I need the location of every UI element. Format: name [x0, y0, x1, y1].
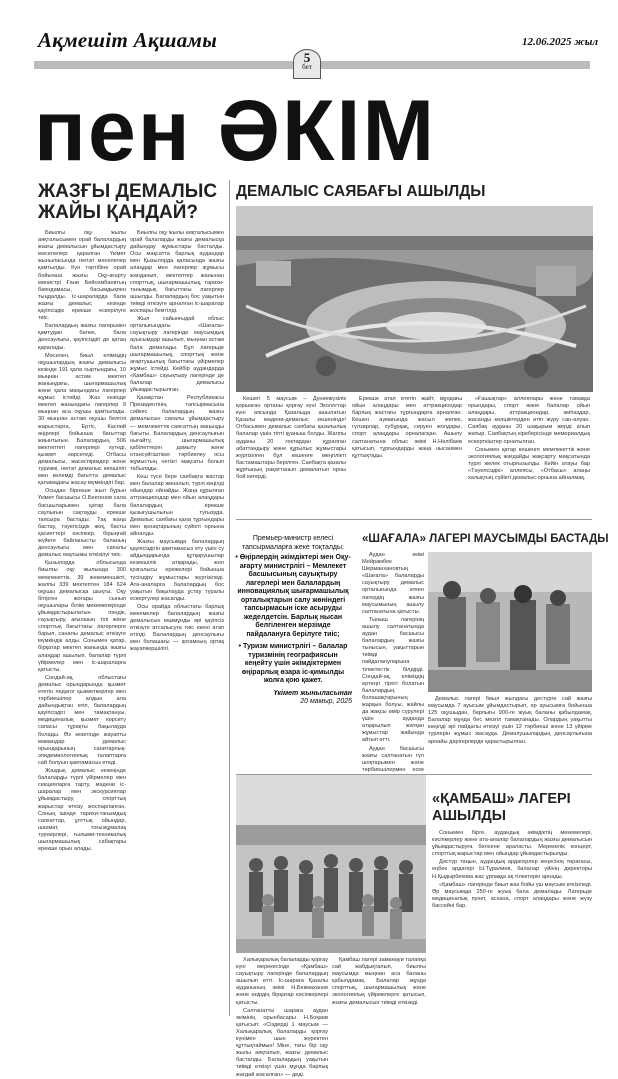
shagala-paragraph: Аудан басшысы жазғы салтанатын гүл шоқтарымен және тәрбиешілермен еске: [362, 745, 424, 773]
left-article-title: [38, 181, 217, 223]
quote-intro: Премьер-министр келесі тапсырмаларға жеке тоқталды:: [241, 535, 344, 551]
quote-source-date: 20 мамыр, 2025: [300, 698, 352, 705]
section-headline: пен ӘКІМ: [34, 83, 437, 179]
qambash-article-column-3: [432, 830, 592, 1016]
page-number-badge: [293, 49, 321, 79]
qambash-paragraph: Сонымен бірге, аудандық әкімдіктің мекемелері, кәсіпкерлер және ата-аналар балалардың жазғы демалысын ұйымдастыруға белсене араласты. Мерекелік концерт, спорттық жарыстар мен ойындар ұйымдастырылды.: [432, 830, 592, 858]
park-article-title: ДЕМАЛЫС САЯБАҒЫ АШЫЛДЫ: [236, 183, 486, 200]
left-paragraph: Қазақстан Республикасы Президентінің тапсырмасына сәйкес балалардың жазғы демалысын сапалы ұйымдастыру — мемлекеттік саясаттың маңызды бағыты. Балалардың денсаулығын нығайту, шығармашылық қабілеттерін дамыту және отансүйгіштікке тәрбиелеу осы жұмыстың негізгі мақсаты болып табылады.: [130, 395, 224, 473]
shagala-article-column: [362, 552, 424, 773]
quote-bullet: • Туризм министрлігі – балалар туризмінің географиясын кеңейту үшін әкімдіктермен өңірарлық өзара іс-қимылды жолға қою қажет.: [238, 643, 348, 684]
shagala-article-title: «ШАҒАЛА» ЛАГЕРІ МАУСЫМДЫ БАСТАДЫ: [362, 533, 609, 545]
left-article-column-1: [38, 230, 126, 1014]
qambash-article-title-line1: «ҚАМБАШ» ЛАГЕРІ: [432, 791, 571, 807]
left-paragraph: Осы орайда облыстағы барлық мекемелер балалардың жазғы демалысын мазмұнды әрі қауіпсіз өткізуге атсалысуға тиіс екені атап өтілді. Балалардың денсаулығы мен болашағы — қоғамның ортақ жауапкершілігі.: [130, 603, 224, 653]
qambash-group-photo: [236, 775, 426, 953]
qambash-article-column-2: [332, 957, 426, 1017]
park-paragraph: Ерекше атап өтетін жайт, мұндағы ойын алаңдары мен аттракциондар барлық жастағы тұрғындарға арналған. Кешен аумағында жасыл желек, гүлзарлар, субұрқақ, серуен жолдары, спорт алаңдары орналасқан. Ашылу салтанатына облыс әкімі Н.Нәлібаев қатысып, тұрғындарды жаңа нысанмен құттықтады.: [352, 396, 462, 459]
shagala-article-column-2: [428, 696, 592, 768]
left-paragraph: Сондай-ақ, облыстағы демалыс орындарында қызмет ететін педагог қызметкерлер мен тәрбиешілер алдын ала дайындықтан өтіп, балалардың қауіпсіздігі мен тамақтануы, медициналық қызмет көрсету сапасы тұрақты бақылауда болады. Өз кезегінде жауапты мамандар демалыс орындарының санитарлық-эпидемиологиялық талаптарға сай болуын қамтамасыз етеді.: [38, 674, 126, 766]
column-divider: [229, 180, 230, 1016]
qambash-paragraph: Қамбаш лагері заманауи талапқа сай жабдықталып, биылғы маусымда мыңнан аса баланы қабылдамақ. Балалар мұнда спорттық, шығармашылық және экологиялық үйірмелерге қатысып, жазғы демалысын тиімді өткізеді.: [332, 957, 426, 1006]
section-divider: [236, 519, 592, 520]
park-paragraph: Сонымен қатар кешенге мемлекеттік және экологиялық жағдайды жақсарту мақсатында түрлі желек отырғызылды. Кейін атауы бар «Тәуелсіздік» аллеясы, «Отбасы» алаңы халықтың сүйікті демалыс орнына айналмақ.: [468, 446, 590, 482]
left-paragraph: Қызылорда облысында биылғы оқу жылында 300 мемлекеттік, 39 жекеменшікті, жалпы 339 мектептен 184 624 оқушы демалысқа шықты. Оқу бітірген жоғары сынып оқушылары білім мекемелерінде ұйымдастырылатын пәндік, сауықтыру, ағылшын тілі және спорттық бағыттағы лагерлерге барып, саналы демалыс өткізуге мүмкіндік алды. Сонымен қатар, бірқатар мектеп жанында жазғы алаңдар ашылып, балалар түрлі үйірмелер мен іс-шараларға қатысты.: [38, 560, 126, 673]
park-paragraph: Кешегі 5 маусым – Дүниежүзілік қоршаған ортаны қорғау күні Экологтар күні аясында Қазалыда ашылатын Қазалы мәдени-демалыс кешенінде! Отбасымен демалыс саябағы қазалылық балалар үшін тіпті қуаныш болды. Жалпы ауданы 20 гектардан құралған абаттандыру және құрылыс жұмыстары жүргізілген бұл кешенге меңгілікті бастамаштары берілген. Саябақта қазалы жұртының рақаттанып демалатын орны бой көтерді.: [236, 396, 346, 481]
shagala-paragraph: Аудан әкімі Мейрамбек Шерманхановтың «Шағала» балаларды сауықтыру демалыс орталығында өткен лагердің жазғы маусымының ашылу салтанатына қатысты.: [362, 552, 424, 615]
qambash-article-title-line2: АШЫЛДЫ: [432, 808, 506, 824]
masthead-title: Ақмешіт Ақшамы: [38, 28, 218, 52]
left-article-column-2: [130, 230, 224, 1014]
issue-date: 12.06.2025 жыл: [521, 36, 598, 48]
left-paragraph: Жыл сайынғыдай облыс орталығындағы «Шағала» сауықтыру лагерінде маусымдық ауысымдар ашылып, мыңнан астам бала демалады. Бұл лагерьде шығармашылық, спорттық және ағартушылық бағыттағы үйірмелер жұмыс істейді. Кейбір аудандарда «Қамбаш» сауықтыру лагерінде де балалар демалысы ұйымдастырылған.: [130, 316, 224, 394]
qambash-article-title: [432, 791, 596, 825]
park-article-column-1: [236, 396, 346, 514]
qambash-paragraph: «Қамбаш» лагерінде биыл жаз бойы үш маусым өткізіледі. Әр маусымда 250-ге жуық бала демалады. Лагерьде медициналық пункт, асхана, спорт алаңдары және жүзу бассейні бар.: [432, 881, 592, 909]
left-paragraph: Жазғы маусымда балалардың қауіпсіздігін қамтамасыз ету үшін су айдындарында құтқарушылар кезекшілік атқарады, жол қозғалысы ережелері бойынша түсіндіру жұмыстары жүргізіледі. Ата-аналарға балалардың бос уақытын бақылауда ұстау туралы ескертулер жасалды.: [130, 539, 224, 602]
shagala-paragraph: Демалыс лагері биыл жылдағы дестүрге сай жазғы маусымда 7 ауысым ұйымдастырып, әр ауысымға бойынша 125 оқушыдан, барлығы 900-ге жуық баланы қабылдамақ. Балалар мұнда бес мезгіл тамақтанады. Олардың уақытты көңілді әрі пайдалы өткізуі үшін 12 тәрбиеші және 13 үйірме түрлерін жұмыс жасауда. Демалушылардың денсаулығына арнайы дәрігерлерде қарастырылған.: [428, 696, 592, 745]
left-paragraph: Балалардың жазғы лагерьмен қамтудан бөлек, бала денсаулығы, қауіпсіздігі де қатаң қаралады.: [38, 323, 126, 351]
left-article-title-line1: ЖАЗҒЫ ДЕМАЛЫС: [38, 181, 218, 202]
park-article-column-2: [352, 396, 462, 514]
qambash-paragraph: Дәстүр таңын, аудандық ардагерлер кеңесінің төрағасы, еңбек ардагері Ы.Тұралиев, балалар үйінің директоры Н.Қыдырбекова жас ұрпаққа ақ тілектерін арнады.: [432, 859, 592, 880]
park-aerial-photo: [236, 206, 593, 392]
page-number: 5: [303, 50, 311, 65]
left-paragraph: Кеш түсе бере саябақта жастар мен балалар жиналып, түрлі көңілді ойындар ойнайды. Жаңа құрылған аттракциондар мен ойын алаңдары балалардың ерекше қызығушылығын туғызуда. Демалыс саябағы қала тұрғындары мен қонақтарының сүйікті орнына айналды.: [130, 474, 224, 537]
quote-box: [234, 535, 352, 707]
left-paragraph: Жаздық демалыс кезеңінде балаларды түрлі үйірмелер мен секцияларға тарту, мәдени іс-шаралар мен экскурсиялар ұйымдастыру, спорттық жарыстар өткізу жоспарланған. Соның ішінде тарихи-танымдық саяхаттар, ұлттық ойындар, шахмат, тоғызқұмалақ турнирлері, ғылыми-техникалық шығармашылық сабақтары ерекше орын алады.: [38, 768, 126, 853]
left-article-title-line2: ЖАЙЫ ҚАНДАЙ?: [38, 202, 198, 223]
quote-source: Үкімет жыныласынан: [273, 689, 352, 697]
qambash-paragraph: Салтанатты шараға аудан әкімінің орынбасары Н.Боқаев қатысып: «Сіздерді 1 маусым — Халықаралық балаларды қорғау күнімен шын жүректен құттықтаймын! Міне, тағы бір оқу жылы аяқталып, жазғы демалыс басталды. Балалардың уақытын тиімді өткізуі үшін мұнда барлық жағдай жасалған» — деді.: [236, 1007, 328, 1078]
left-paragraph: Биылғы оқу жылы аяқталысымен орай балалардың жазғы демалысын ұйымдастыру мәселелері қаралған Үкімет жыныласында негізгі мәселелер қамтылды. Күн тәртібіне орай бойынша жазғы Оқу-ағарту министрі Ғани Бейсембаевтың баяндамасы, басымдықпен тыңдалды. Іс-шараларда бала жазғы демалыс кезінде қауіпсіздік ерекше ескерілуге тиіс.: [38, 230, 126, 322]
left-paragraph: Биылғы оқу жылы аяқталысымен орай балаларды жазғы демалысқа дайындау жұмыстары басталды. Осы мақсатта барлық аудандар мен Қызылорда қаласында жазғы алаңдар мен лагерлер жұмысы жанданып, мектептер жанынан спорттық, шығармашылық, тарихи-танымдық бағыттағы лагерлер ашылды. Балалардың бос уақытын тиімді өткізуге арналған іс-шаралар жоспары бекітілді.: [130, 230, 224, 315]
left-paragraph: Осыдан бірнеше жыл бұрын Үкімет басшысы О.Бектенов сала басшыларымен қатар бала саулығын сақтауды ерекше тапсыра бастады. Тақ жаңа бастау, тәуелсіздік жоқ, басты қасиеттері кәсіпкер, бірыңғай жүйеге байланысты баланың денсаулығы мен сапалы демалыс маусымы өткізілуі тиіс.: [38, 488, 126, 559]
shagala-paragraph: Тыныш лагерінің ашылу салтанатында аудан басшысы балалардың жазғы тынысын, уақыттарын тиімді пайдалануларына тілектестік білдірді. Сондай-ақ, еліміздің ертеңгі тірегі болатын балалардың болашақтарының жарқын болуы, жайлы да жақсы өмір сүрулері үшін ауданда атқарылып жатқан жұмыстар жайында айтып өтті.: [362, 616, 424, 744]
park-paragraph: «Ғашықтар» аллеялары және тамаққа орындары, спорт және балалар ойын алаңдары, аттракциондар, жиһаздар, жасанды көлшіктерден өтіп жүру сан-алуан. Саябақ ауданы 20 шақырым жерді алып жатыр. Саябақтың кіреберісінде мемориалдық ескерткіштер орнатылған.: [468, 396, 590, 445]
quote-bullet: • Өңірлердің әкімдіктері мен Оқу-ағарту министрлігі – Мемлекет басшысының сауықтыру лагерлері мен балалардың инновациялық шығармашылық орталықтарын салу жөніндегі тапсырмасын іске асыруды жеделдетсін. Барлық нысан белгіленген мерзімде пайдалануға берілуге тиіс;: [235, 554, 351, 638]
shagala-ceremony-photo: [428, 552, 592, 692]
qambash-paragraph: Халықаралық балаларды қорғау күні мерекесінде «Қамбаш» сауықтыру лагерінде балалардың ашылып өтті. Іс-шараға Қазалы ауданының әкімі Н.Бекмаханов және өңірдің бірқатар кәсіпкерлері қатысты.: [236, 957, 328, 1006]
left-paragraph: Мәселен, биыл еліміздің оқушылардың жазғы демалысы кезінде 191 қала сыртындағы, 10 мыңнан астам мектеп жанындағы, шығармашылық және қала маңындағы лагерлер жұмыс істейді. Жаз кезінде мектеп жанындағы лагерлер 9 мыңнан аса оқушы қамтылады. 30 мыңнан астам оқушы белгілі жарыстарға, Ертіс, Каспий өңірлері бойынша бағыттар жиынтығын. Балалардың 506 мектептегі лагерлері күтеді, қызмет көрсетеді. Отбасы демалысы, жасөспірімдер және туризмі, негізгі демалыс көпшілігі мен көлемді бағытта демалыс қаламадағы жасау мүмкіндігі бар.: [38, 352, 126, 487]
park-article-column-3: [468, 396, 590, 514]
qambash-article-column-1: [236, 957, 328, 1078]
page-label: бет: [302, 63, 312, 71]
